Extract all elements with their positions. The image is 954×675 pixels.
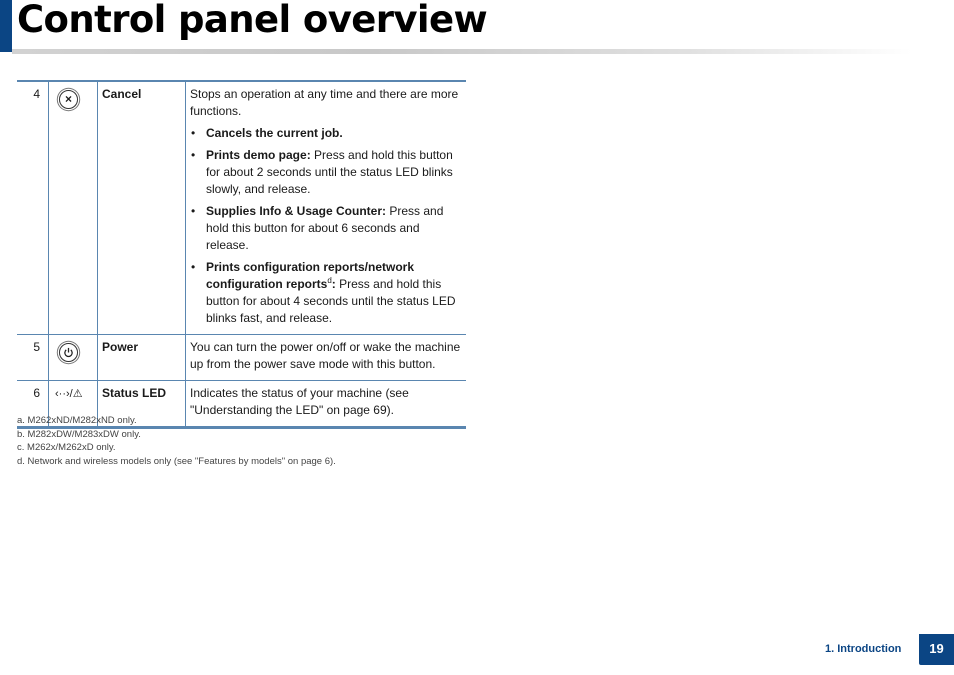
table-row: [17, 335, 466, 381]
bullet-title: Cancels the current job.: [206, 126, 343, 140]
bullet-title: Prints configuration reports/network configuration reports: [206, 260, 415, 291]
row-number: 6: [17, 381, 49, 428]
footnote-d: d. Network and wireless models only (see "Features by models" on page 6).: [17, 455, 336, 467]
bullet-title: Supplies Info & Usage Counter:: [206, 204, 387, 218]
page-number: 19: [919, 634, 954, 665]
button-description: You can turn the power on/off or wake the machine up from the power save mode with this button.: [186, 335, 467, 381]
bullet-text: Press and hold this button for about 6 seconds and release.: [206, 204, 444, 252]
cancel-icon: ×: [59, 90, 78, 109]
page-title: Control panel overview: [17, 0, 488, 41]
bullet-text: Press and hold this button for about 2 seconds until the status LED blinks slowly, and release.: [206, 148, 453, 196]
title-divider: [12, 49, 912, 54]
section-link[interactable]: 1. Introduction: [825, 643, 902, 655]
button-name: Power: [98, 335, 186, 381]
row-number: 5: [17, 335, 49, 381]
button-description: Indicates the status of your machine (see "Understanding the LED" on page 69).: [186, 381, 467, 428]
bullet-title: Prints demo page:: [206, 148, 311, 162]
footnote-b: b. M282xDW/M283xDW only.: [17, 428, 141, 440]
status-led-icon: ‹··›/⚠: [55, 388, 83, 400]
list-item: [190, 203, 462, 254]
button-name: Status LED: [98, 381, 186, 428]
button-name: Cancel: [98, 81, 186, 335]
title-accent-bar: [0, 0, 12, 52]
bullet-text: Press and hold this button for about 4 seconds until the status LED blinks fast, and release.: [206, 277, 456, 325]
footnote-ref[interactable]: d: [327, 276, 332, 285]
table-row: [17, 81, 466, 335]
function-list: [190, 125, 462, 327]
footnote-a: a. M262xND/M282xND only.: [17, 415, 137, 426]
bullet-title-suffix: :: [331, 277, 336, 291]
footnotes: [17, 414, 336, 468]
list-item: [190, 125, 462, 142]
list-item: [190, 147, 462, 198]
list-item: [190, 259, 462, 327]
button-description: [186, 81, 467, 335]
power-icon: [59, 343, 78, 362]
control-panel-table: [17, 80, 466, 429]
row-number: 4: [17, 81, 49, 335]
description-text: Stops an operation at any time and there are more functions.: [190, 87, 459, 118]
footnote-c: c. M262x/M262xD only.: [17, 442, 116, 454]
